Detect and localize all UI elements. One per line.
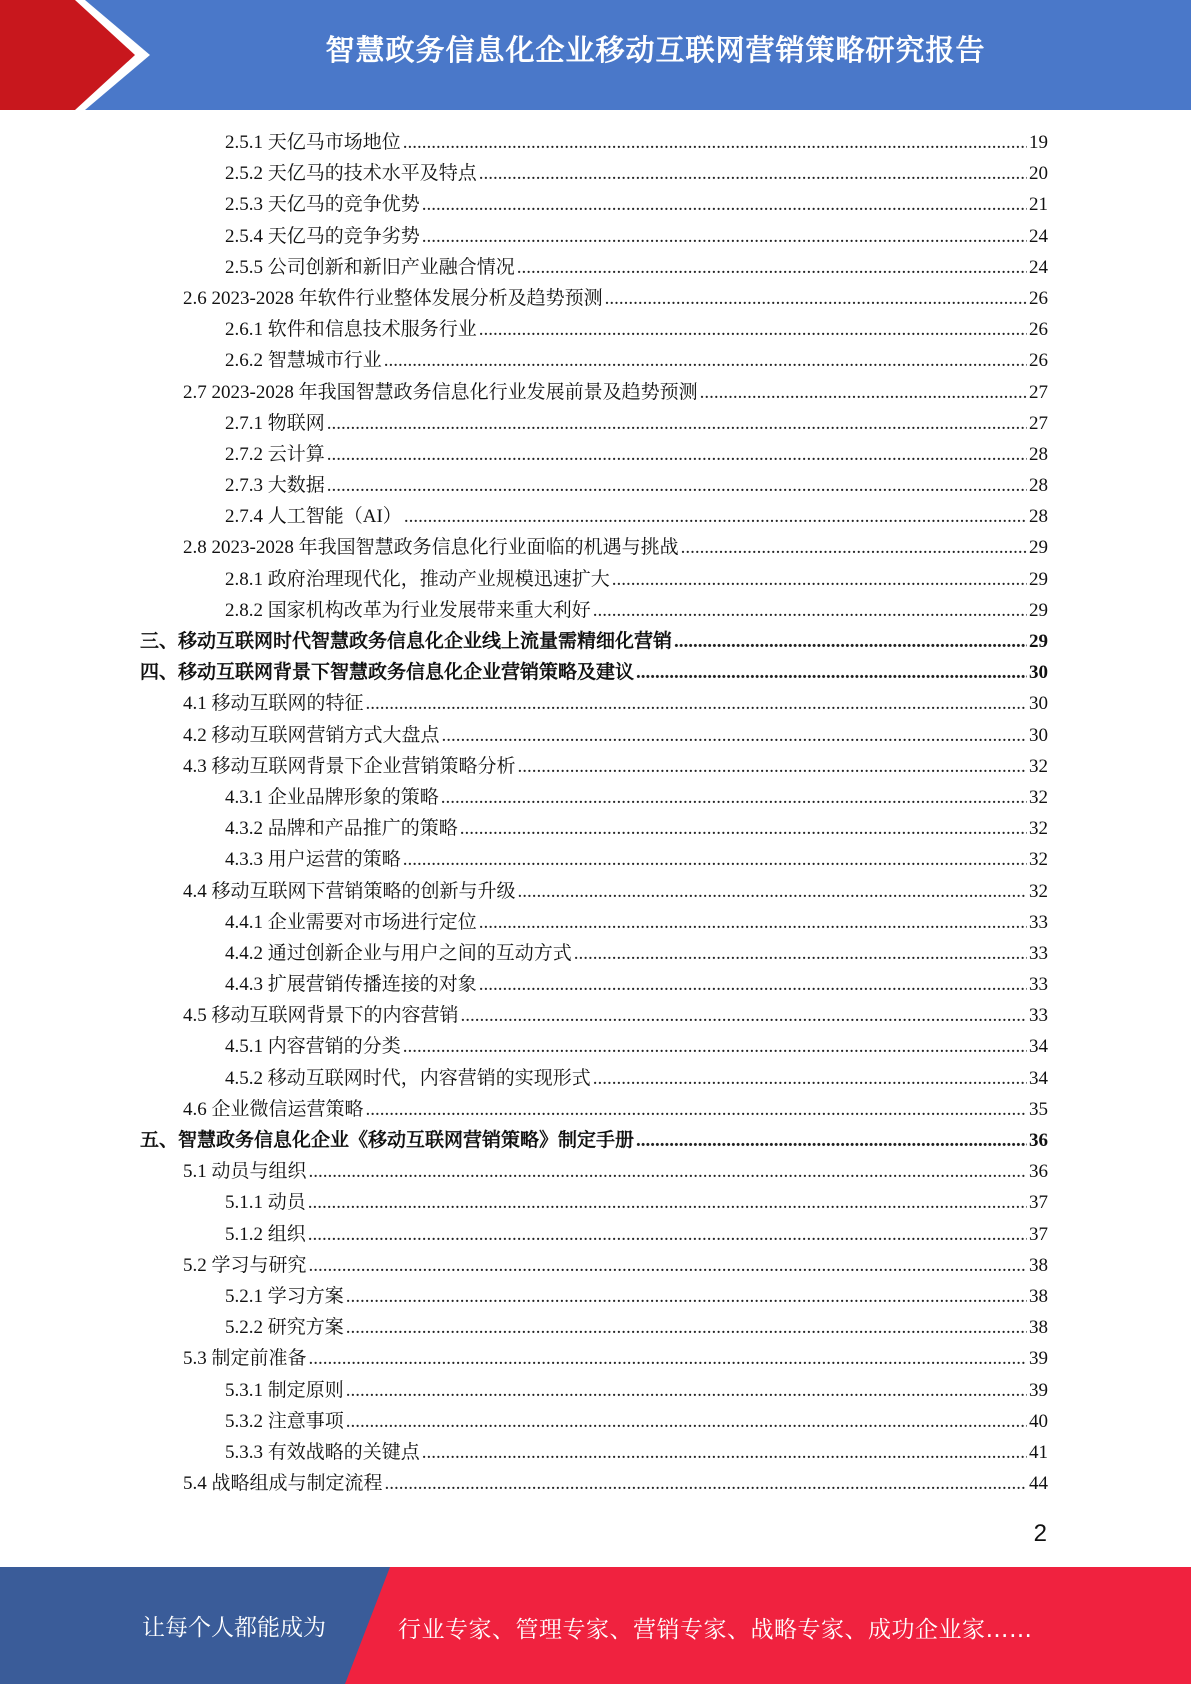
toc-entry[interactable] bbox=[140, 439, 1048, 470]
toc-entry-page: 30 bbox=[1029, 724, 1048, 746]
toc-entry-label: 5.2.2 研究方案 bbox=[225, 1317, 344, 1339]
toc-entry[interactable] bbox=[140, 1156, 1048, 1187]
toc-leader-dots bbox=[460, 813, 1027, 844]
toc-entry-label: 2.7.2 云计算 bbox=[225, 443, 325, 465]
toc-entry[interactable] bbox=[140, 969, 1048, 1000]
toc-entry-label: 4.3.3 用户运营的策略 bbox=[225, 849, 401, 871]
toc-entry-page: 30 bbox=[1029, 693, 1048, 715]
toc-entry-page: 37 bbox=[1029, 1223, 1048, 1245]
toc-entry[interactable] bbox=[140, 252, 1048, 283]
toc-entry-page: 36 bbox=[1029, 1130, 1048, 1151]
page-header bbox=[0, 0, 1191, 110]
toc-entry-label: 5.2 学习与研究 bbox=[183, 1254, 307, 1276]
toc-leader-dots bbox=[366, 688, 1027, 719]
toc-leader-dots bbox=[612, 564, 1027, 595]
toc-entry[interactable] bbox=[140, 720, 1048, 751]
toc-leader-dots bbox=[479, 314, 1027, 345]
toc-entry[interactable] bbox=[140, 1437, 1048, 1468]
toc-entry[interactable] bbox=[140, 470, 1048, 501]
toc-entry[interactable] bbox=[140, 751, 1048, 782]
toc-entry-page: 20 bbox=[1029, 163, 1048, 185]
toc-entry-page: 38 bbox=[1029, 1285, 1048, 1307]
toc-entry-label: 4.5.2 移动互联网时代，内容营销的实现形式 bbox=[225, 1067, 591, 1089]
toc-entry[interactable] bbox=[140, 1468, 1048, 1499]
toc-entry-label: 5.1.1 动员 bbox=[225, 1192, 306, 1214]
toc-entry[interactable] bbox=[140, 626, 1048, 657]
toc-leader-dots bbox=[442, 720, 1027, 751]
header-chevron-red bbox=[0, 0, 140, 110]
toc-leader-dots bbox=[327, 408, 1027, 439]
toc-entry-label: 2.5.1 天亿马市场地位 bbox=[225, 132, 401, 153]
toc-entry-label: 5.3.1 制定原则 bbox=[225, 1379, 344, 1401]
toc-entry[interactable] bbox=[140, 1343, 1048, 1374]
toc-entry-label: 2.7.3 大数据 bbox=[225, 475, 325, 497]
toc-entry-page: 28 bbox=[1029, 506, 1048, 528]
toc-entry-page: 28 bbox=[1029, 443, 1048, 465]
toc-entry-label: 4.1 移动互联网的特征 bbox=[183, 693, 364, 715]
toc-entry-page: 32 bbox=[1029, 818, 1048, 840]
toc-entry-label: 4.5.1 内容营销的分类 bbox=[225, 1036, 401, 1058]
toc-entry[interactable] bbox=[140, 501, 1048, 532]
toc-entry-page: 26 bbox=[1029, 287, 1048, 309]
toc-entry-label: 4.3.2 品牌和产品推广的策略 bbox=[225, 818, 458, 840]
toc-entry-page: 33 bbox=[1029, 942, 1048, 964]
toc-entry-label: 4.5 移动互联网背景下的内容营销 bbox=[183, 1005, 459, 1027]
toc-entry-label: 4.4.1 企业需要对市场进行定位 bbox=[225, 911, 477, 933]
toc-leader-dots bbox=[346, 1375, 1027, 1406]
toc-leader-dots bbox=[384, 345, 1027, 376]
toc-entry[interactable] bbox=[140, 876, 1048, 907]
toc-entry[interactable] bbox=[140, 283, 1048, 314]
toc-leader-dots bbox=[674, 626, 1027, 657]
toc-leader-dots bbox=[422, 1437, 1027, 1468]
toc-entry-label: 5.4 战略组成与制定流程 bbox=[183, 1473, 383, 1495]
toc-entry[interactable] bbox=[140, 1031, 1048, 1062]
toc-entry[interactable] bbox=[140, 1000, 1048, 1031]
toc-entry-page: 32 bbox=[1029, 755, 1048, 777]
toc-entry-page: 33 bbox=[1029, 911, 1048, 933]
toc-entry-label: 五、智慧政务信息化企业《移动互联网营销策略》制定手册 bbox=[140, 1130, 635, 1151]
toc-leader-dots bbox=[422, 189, 1027, 220]
toc-entry-page: 33 bbox=[1029, 1005, 1048, 1027]
toc-leader-dots bbox=[309, 1156, 1027, 1187]
toc-entry-label: 四、移动互联网背景下智慧政务信息化企业营销策略及建议 bbox=[140, 662, 635, 684]
toc-entry-page: 26 bbox=[1029, 350, 1048, 372]
toc-entry-label: 2.7.1 物联网 bbox=[225, 412, 325, 434]
toc-entry[interactable] bbox=[140, 938, 1048, 969]
toc-leader-dots bbox=[309, 1250, 1027, 1281]
toc-entry-label: 2.5.4 天亿马的竞争劣势 bbox=[225, 225, 420, 247]
toc-entry-page: 19 bbox=[1029, 132, 1048, 153]
report-title: 智慧政务信息化企业移动互联网营销策略研究报告 bbox=[325, 33, 986, 67]
toc-entry-label: 4.4.3 扩展营销传播连接的对象 bbox=[225, 974, 477, 996]
toc-entry[interactable] bbox=[140, 1094, 1048, 1125]
toc-leader-dots bbox=[681, 532, 1027, 563]
toc-entry-label: 5.3.2 注意事项 bbox=[225, 1410, 344, 1432]
toc-entry[interactable] bbox=[140, 657, 1048, 688]
toc-entry-label: 5.2.1 学习方案 bbox=[225, 1285, 344, 1307]
toc-entry-label: 5.3 制定前准备 bbox=[183, 1348, 307, 1370]
toc-entry[interactable] bbox=[140, 782, 1048, 813]
toc-leader-dots bbox=[422, 221, 1027, 252]
toc-entry-page: 24 bbox=[1029, 225, 1048, 247]
toc-entry-page: 39 bbox=[1029, 1348, 1048, 1370]
toc-entry-label: 4.4.2 通过创新企业与用户之间的互动方式 bbox=[225, 942, 572, 964]
toc-entry[interactable] bbox=[140, 1406, 1048, 1437]
toc-entry[interactable] bbox=[140, 189, 1048, 220]
toc-leader-dots bbox=[404, 501, 1027, 532]
toc-entry-page: 36 bbox=[1029, 1161, 1048, 1183]
toc-entry-label: 2.6.2 智慧城市行业 bbox=[225, 350, 382, 372]
toc-entry-page: 29 bbox=[1029, 599, 1048, 621]
toc-entry-label: 2.5.5 公司创新和新旧产业融合情况 bbox=[225, 256, 515, 278]
toc-leader-dots bbox=[403, 1031, 1027, 1062]
toc-entry-page: 27 bbox=[1029, 412, 1048, 434]
toc-leader-dots bbox=[517, 252, 1027, 283]
toc-entry[interactable] bbox=[140, 1250, 1048, 1281]
toc-entry-label: 三、移动互联网时代智慧政务信息化企业线上流量需精细化营销 bbox=[140, 631, 673, 652]
toc-entry[interactable] bbox=[140, 1312, 1048, 1343]
toc-entry-label: 4.3 移动互联网背景下企业营销策略分析 bbox=[183, 755, 516, 777]
toc-entry-label: 2.8.2 国家机构改革为行业发展带来重大利好 bbox=[225, 599, 591, 621]
toc-entry-page: 28 bbox=[1029, 475, 1048, 497]
toc-leader-dots bbox=[385, 1468, 1027, 1499]
toc-entry-page: 29 bbox=[1029, 537, 1048, 559]
toc-entry[interactable] bbox=[140, 688, 1048, 719]
toc-entry-label: 2.8 2023-2028 年我国智慧政务信息化行业面临的机遇与挑战 bbox=[183, 537, 679, 559]
toc-entry-page: 21 bbox=[1029, 194, 1048, 216]
toc-leader-dots bbox=[308, 1187, 1027, 1218]
toc-entry[interactable] bbox=[140, 564, 1048, 595]
page-number: 2 bbox=[1033, 1520, 1047, 1547]
toc-entry-page: 35 bbox=[1029, 1098, 1048, 1120]
toc-entry[interactable] bbox=[140, 345, 1048, 376]
toc-entry-label: 5.3.3 有效战略的关键点 bbox=[225, 1441, 420, 1463]
toc-entry-page: 24 bbox=[1029, 256, 1048, 278]
toc-entry-page: 26 bbox=[1029, 319, 1048, 341]
toc-entry[interactable] bbox=[140, 813, 1048, 844]
toc-entry-label: 2.7 2023-2028 年我国智慧政务信息化行业发展前景及趋势预测 bbox=[183, 381, 698, 403]
footer-slogan-right: 行业专家、管理专家、营销专家、战略专家、成功企业家…… bbox=[398, 1617, 1033, 1643]
toc-leader-dots bbox=[636, 1125, 1027, 1156]
toc-leader-dots bbox=[593, 595, 1027, 626]
toc-leader-dots bbox=[636, 657, 1027, 688]
toc-entry[interactable] bbox=[140, 595, 1048, 626]
toc-entry[interactable] bbox=[140, 408, 1048, 439]
toc-entry[interactable] bbox=[140, 1219, 1048, 1250]
toc-entry-page: 29 bbox=[1029, 631, 1048, 652]
toc-entry-label: 2.8.1 政府治理现代化，推动产业规模迅速扩大 bbox=[225, 568, 610, 590]
toc-leader-dots bbox=[518, 876, 1027, 907]
footer-slogan-left: 让每个人都能成为 bbox=[142, 1615, 326, 1641]
toc-entry-label: 4.4 移动互联网下营销策略的创新与升级 bbox=[183, 880, 516, 902]
toc-entry-label: 2.5.2 天亿马的技术水平及特点 bbox=[225, 163, 477, 185]
toc-leader-dots bbox=[518, 751, 1027, 782]
toc-entry[interactable] bbox=[140, 844, 1048, 875]
toc-entry-label: 5.1.2 组织 bbox=[225, 1223, 306, 1245]
toc-entry[interactable] bbox=[140, 907, 1048, 938]
toc-leader-dots bbox=[346, 1281, 1027, 1312]
toc-entry[interactable] bbox=[140, 377, 1048, 408]
toc-leader-dots bbox=[593, 1063, 1027, 1094]
toc-leader-dots bbox=[403, 127, 1027, 158]
toc-entry-page: 32 bbox=[1029, 849, 1048, 871]
toc-entry[interactable] bbox=[140, 314, 1048, 345]
toc-entry-page: 34 bbox=[1029, 1067, 1048, 1089]
toc-entry[interactable] bbox=[140, 532, 1048, 563]
toc-leader-dots bbox=[700, 377, 1027, 408]
toc-entry[interactable] bbox=[140, 127, 1048, 158]
toc-entry-label: 5.1 动员与组织 bbox=[183, 1161, 307, 1183]
toc-entry-page: 40 bbox=[1029, 1410, 1048, 1432]
toc-entry[interactable] bbox=[140, 1375, 1048, 1406]
toc-entry-page: 32 bbox=[1029, 786, 1048, 808]
toc-entry-page: 34 bbox=[1029, 1036, 1048, 1058]
toc-entry-page: 38 bbox=[1029, 1317, 1048, 1339]
toc-leader-dots bbox=[366, 1094, 1027, 1125]
toc-leader-dots bbox=[327, 470, 1027, 501]
toc-entry-label: 4.2 移动互联网营销方式大盘点 bbox=[183, 724, 440, 746]
toc-entry-label: 4.3.1 企业品牌形象的策略 bbox=[225, 786, 439, 808]
toc-entry-page: 41 bbox=[1029, 1441, 1048, 1463]
toc-leader-dots bbox=[605, 283, 1027, 314]
toc-leader-dots bbox=[574, 938, 1027, 969]
toc-leader-dots bbox=[403, 844, 1027, 875]
toc-entry-page: 44 bbox=[1029, 1473, 1048, 1495]
toc-entry-label: 4.6 企业微信运营策略 bbox=[183, 1098, 364, 1120]
page-footer bbox=[0, 1567, 1191, 1684]
toc-entry[interactable] bbox=[140, 221, 1048, 252]
toc-leader-dots bbox=[346, 1312, 1027, 1343]
toc-entry[interactable] bbox=[140, 1063, 1048, 1094]
toc-entry-page: 37 bbox=[1029, 1192, 1048, 1214]
toc-leader-dots bbox=[441, 782, 1027, 813]
toc-leader-dots bbox=[327, 439, 1027, 470]
toc-entry-page: 33 bbox=[1029, 974, 1048, 996]
toc-leader-dots bbox=[309, 1343, 1027, 1374]
toc-entry[interactable] bbox=[140, 158, 1048, 189]
toc-entry[interactable] bbox=[140, 1187, 1048, 1218]
toc-entry-page: 32 bbox=[1029, 880, 1048, 902]
toc-entry[interactable] bbox=[140, 1125, 1048, 1156]
toc-leader-dots bbox=[479, 907, 1027, 938]
toc-entry-page: 29 bbox=[1029, 568, 1048, 590]
toc-entry[interactable] bbox=[140, 1281, 1048, 1312]
toc-entry-page: 27 bbox=[1029, 381, 1048, 403]
toc-leader-dots bbox=[346, 1406, 1027, 1437]
toc-entry-label: 2.5.3 天亿马的竞争优势 bbox=[225, 194, 420, 216]
toc-leader-dots bbox=[308, 1219, 1027, 1250]
toc-entry-page: 30 bbox=[1029, 662, 1048, 684]
toc-leader-dots bbox=[461, 1000, 1027, 1031]
toc-leader-dots bbox=[479, 158, 1027, 189]
toc-entry-label: 2.6.1 软件和信息技术服务行业 bbox=[225, 319, 477, 341]
toc-leader-dots bbox=[479, 969, 1027, 1000]
toc-entry-label: 2.6 2023-2028 年软件行业整体发展分析及趋势预测 bbox=[183, 287, 603, 309]
toc-entry-page: 38 bbox=[1029, 1254, 1048, 1276]
toc-entry-label: 2.7.4 人工智能（AI） bbox=[225, 506, 402, 528]
table-of-contents bbox=[140, 127, 1048, 1499]
toc-entry-page: 39 bbox=[1029, 1379, 1048, 1401]
